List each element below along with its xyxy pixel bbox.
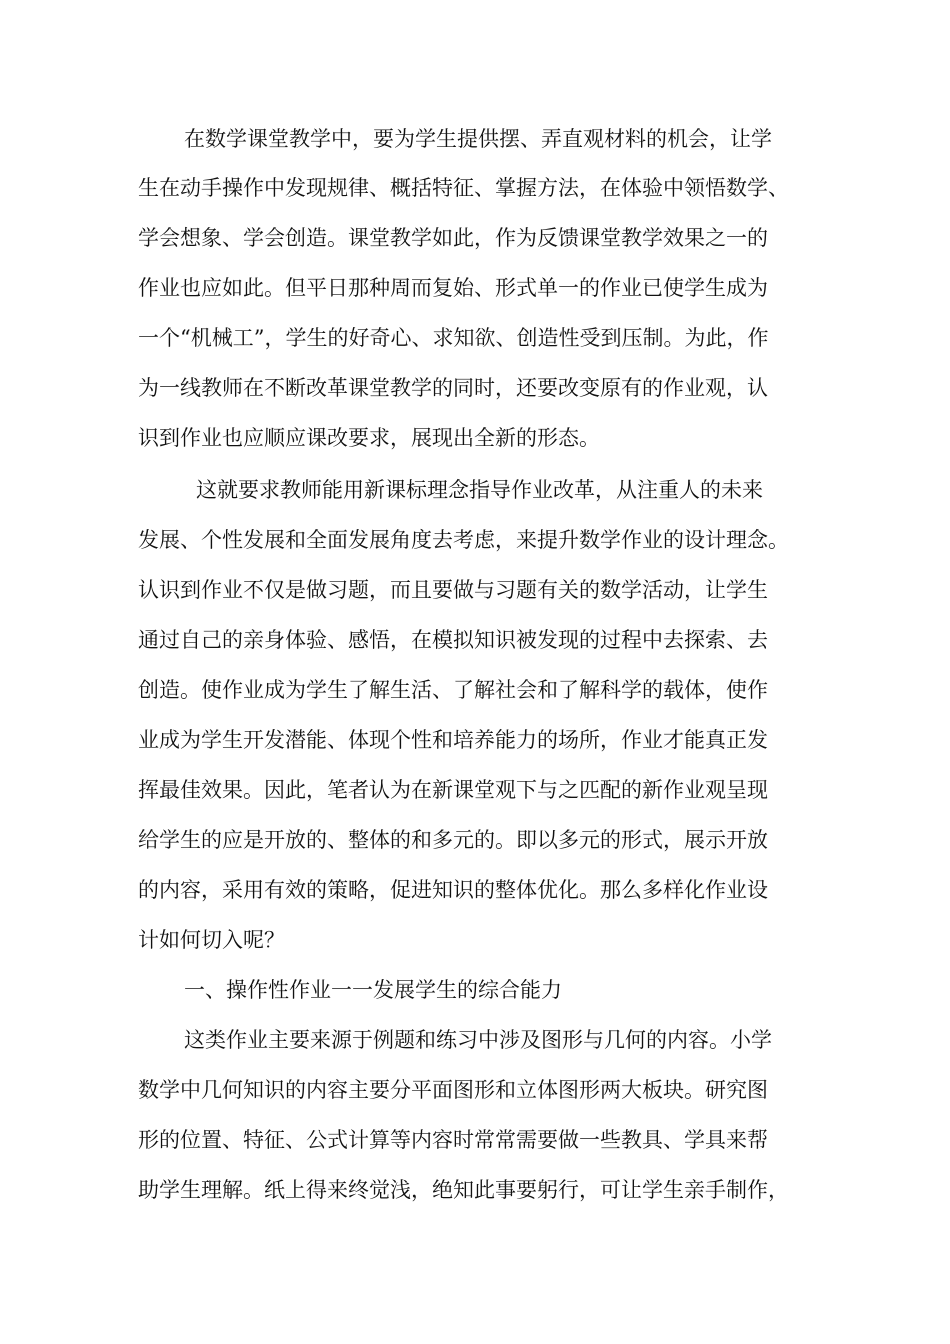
paragraph-2-line-10: 计如何切入呢？ <box>138 928 285 952</box>
paragraph-1-line-4: 作业也应如此。但平日那种周而复始、形式单一的作业已使学生成为 <box>138 276 768 300</box>
paragraph-2-line-6: 业成为学生开发潜能、体现个性和培养能力的场所，作业才能真正发 <box>138 728 768 752</box>
paragraph-1-line-5: 一个“机械工”，学生的好奇心、求知欲、创造性受到压制。为此，作 <box>138 326 769 350</box>
paragraph-2-line-1: 这就要求教师能用新课标理念指导作业改革，从注重人的未来 <box>196 478 763 502</box>
paragraph-1-line-2: 生在动手操作中发现规律、概括特征、掌握方法，在体验中领悟数学、 <box>138 176 789 200</box>
paragraph-3-line-3: 形的位置、特征、公式计算等内容时常常需要做一些教具、学具来帮 <box>138 1128 768 1152</box>
paragraph-2-line-4: 通过自己的亲身体验、感悟，在模拟知识被发现的过程中去探索、去 <box>138 628 768 652</box>
paragraph-2-line-2: 发展、个性发展和全面发展角度去考虑，来提升数学作业的设计理念。 <box>138 528 789 552</box>
paragraph-2-line-8: 给学生的应是开放的、整体的和多元的。即以多元的形式，展示开放 <box>138 828 768 852</box>
paragraph-1-line-1: 在数学课堂教学中，要为学生提供摆、弄直观材料的机会，让学 <box>184 127 772 151</box>
paragraph-3-line-1: 这类作业主要来源于例题和练习中涉及图形与几何的内容。小学 <box>184 1028 772 1052</box>
section-heading: 一、操作性作业一一发展学生的综合能力 <box>184 978 562 1002</box>
paragraph-2-line-7: 挥最佳效果。因此，笔者认为在新课堂观下与之匹配的新作业观呈现 <box>138 778 768 802</box>
paragraph-1-line-7: 识到作业也应顺应课改要求，展现出全新的形态。 <box>138 426 600 450</box>
paragraph-2-line-5: 创造。使作业成为学生了解生活、了解社会和了解科学的载体，使作 <box>138 678 768 702</box>
paragraph-1-line-6: 为一线教师在不断改革课堂教学的同时，还要改变原有的作业观，认 <box>138 376 768 400</box>
paragraph-2-line-9: 的内容，采用有效的策略，促进知识的整体优化。那么多样化作业设 <box>138 878 768 902</box>
paragraph-2-line-3: 认识到作业不仅是做习题，而且要做与习题有关的数学活动，让学生 <box>138 578 768 602</box>
paragraph-1-line-3: 学会想象、学会创造。课堂教学如此，作为反馈课堂教学效果之一的 <box>138 226 768 250</box>
paragraph-3-line-2: 数学中几何知识的内容主要分平面图形和立体图形两大板块。研究图 <box>138 1078 768 1102</box>
paragraph-3-line-4: 助学生理解。纸上得来终觉浅，绝知此事要躬行，可让学生亲手制作， <box>138 1178 789 1202</box>
